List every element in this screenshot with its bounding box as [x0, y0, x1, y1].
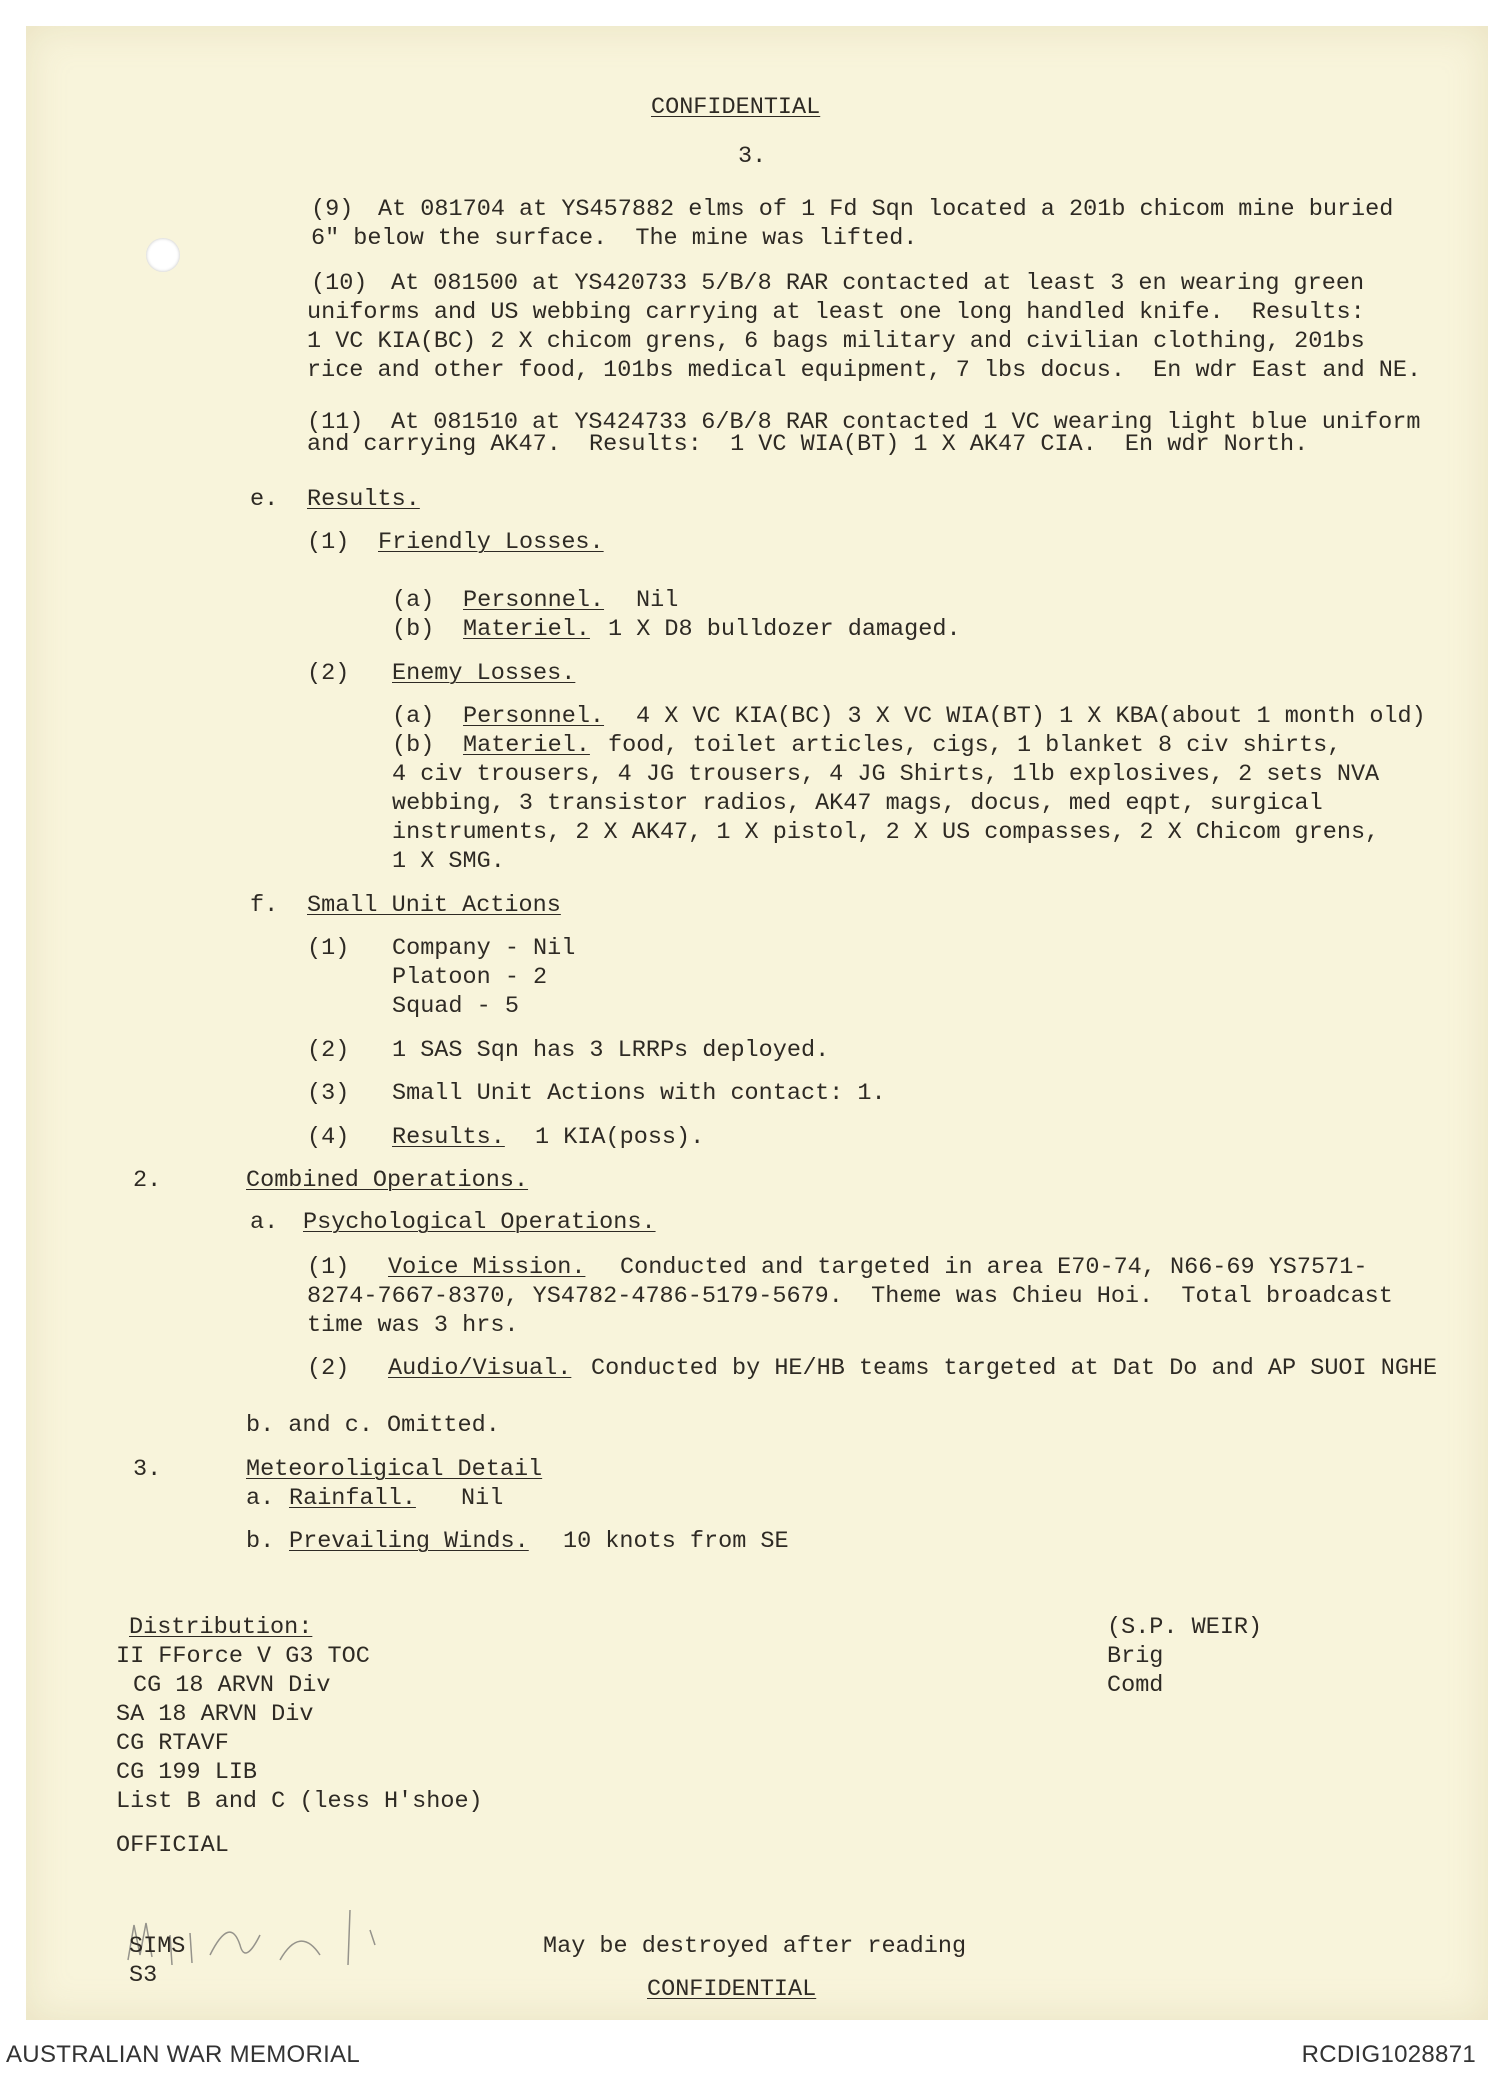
section-2-title: Combined Operations.: [246, 1167, 529, 1194]
item-10-line1: At 081500 at YS420733 5/B/8 RAR contacted at least 3 en wearing green: [391, 270, 1365, 297]
distribution-title: Distribution:: [129, 1614, 313, 1641]
enemy-materiel-line4: instruments, 2 X AK47, 1 X pistol, 2 X US compasses, 2 X Chicom grens,: [392, 819, 1380, 846]
sua-results-text: 1 KIA(poss).: [535, 1124, 705, 1151]
archive-id: RCDIG1028871: [1301, 2041, 1476, 2068]
audio-visual-label: Audio/Visual.: [388, 1355, 572, 1382]
distribution-item: SA 18 ARVN Div: [116, 1701, 314, 1728]
sua-company: Company - Nil: [392, 935, 576, 962]
sua-item3-number: (3): [307, 1080, 350, 1107]
sua-item4-number: (4): [307, 1124, 350, 1151]
sims-label: SIMS: [129, 1933, 186, 1960]
psyops-title: Psychological Operations.: [303, 1209, 656, 1236]
item-11-line1: At 081510 at YS424733 6/B/8 RAR contacted 1 VC wearing light blue uniform: [391, 409, 1421, 436]
enemy-materiel-label: Materiel.: [463, 732, 590, 759]
voice-mission-text: Conducted and targeted in area E70-74, N66-69 YS7571-: [620, 1254, 1368, 1281]
friendly-materiel-text: 1 X D8 bulldozer damaged.: [608, 616, 961, 643]
item-10-line4: rice and other food, 101bs medical equipment, 7 lbs docus. En wdr East and NE.: [307, 357, 1422, 384]
item-11-number: (11): [307, 409, 364, 436]
friendly-personnel-text: Nil: [636, 587, 679, 614]
enemy-personnel-number: (a): [392, 703, 435, 730]
enemy-losses-number: (2): [307, 660, 350, 687]
distribution-item: CG 18 ARVN Div: [133, 1672, 331, 1699]
section-3-number: 3.: [133, 1456, 162, 1483]
s3-label: S3: [129, 1962, 158, 1989]
distribution-item: List B and C (less H'shoe): [116, 1788, 483, 1815]
enemy-materiel-text: food, toilet articles, cigs, 1 blanket 8 civ shirts,: [608, 732, 1342, 759]
winds-label: Prevailing Winds.: [289, 1528, 529, 1555]
rainfall-text: Nil: [461, 1485, 504, 1512]
archive-label: AUSTRALIAN WAR MEMORIAL: [6, 2041, 361, 2068]
friendly-personnel-number: (a): [392, 587, 435, 614]
winds-text: 10 knots from SE: [563, 1528, 789, 1555]
item-9-line1: At 081704 at YS457882 elms of 1 Fd Sqn located a 201b chicom mine buried: [378, 196, 1394, 223]
sua-item1-number: (1): [307, 935, 350, 962]
item-10-line2: uniforms and US webbing carrying at least one long handled knife. Results:: [307, 299, 1365, 326]
para-f-letter: f.: [250, 892, 279, 919]
enemy-losses-title: Enemy Losses.: [392, 660, 576, 687]
distribution-item: CG 199 LIB: [116, 1759, 258, 1786]
sua-results-label: Results.: [392, 1124, 505, 1151]
winds-letter: b.: [246, 1528, 275, 1555]
rainfall-label: Rainfall.: [289, 1485, 416, 1512]
page-number: 3.: [738, 143, 767, 170]
friendly-materiel-number: (b): [392, 616, 435, 643]
sua-item2-number: (2): [307, 1037, 350, 1064]
official-label: OFFICIAL: [116, 1832, 229, 1859]
distribution-item: CG RTAVF: [116, 1730, 229, 1757]
item-10-number: (10): [311, 270, 368, 297]
psyops-letter: a.: [250, 1209, 279, 1236]
sua-item3-text: Small Unit Actions with contact: 1.: [392, 1080, 886, 1107]
friendly-losses-title: Friendly Losses.: [378, 529, 604, 556]
enemy-materiel-line2: 4 civ trousers, 4 JG trousers, 4 JG Shirts, 1lb explosives, 2 sets NVA: [392, 761, 1380, 788]
enemy-personnel-label: Personnel.: [463, 703, 605, 730]
enemy-materiel-line5: 1 X SMG.: [392, 848, 505, 875]
para-f-title: Small Unit Actions: [307, 892, 561, 919]
enemy-materiel-number: (b): [392, 732, 435, 759]
voice-mission-label: Voice Mission.: [388, 1254, 586, 1281]
signatory-rank: Brig: [1107, 1643, 1164, 1670]
section-3-title: Meteoroligical Detail: [246, 1456, 543, 1483]
audio-visual-text: Conducted by HE/HB teams targeted at Dat Do and AP SUOI NGHE: [591, 1355, 1438, 1382]
item-9-line2: 6" below the surface. The mine was lifted.: [311, 225, 918, 252]
item-10-line3: 1 VC KIA(BC) 2 X chicom grens, 6 bags military and civilian clothing, 201bs: [307, 328, 1365, 355]
audio-visual-number: (2): [307, 1355, 350, 1382]
enemy-materiel-line3: webbing, 3 transistor radios, AK47 mags, docus, med eqpt, surgical: [392, 790, 1323, 817]
friendly-losses-number: (1): [307, 529, 350, 556]
sua-squad: Squad - 5: [392, 993, 519, 1020]
distribution-item: II FForce V G3 TOC: [116, 1643, 370, 1670]
voice-mission-number: (1): [307, 1254, 350, 1281]
friendly-personnel-label: Personnel.: [463, 587, 605, 614]
footer-classification: CONFIDENTIAL: [647, 1976, 817, 2003]
signatory-role: Comd: [1107, 1672, 1164, 1699]
signatory-name: (S.P. WEIR): [1107, 1614, 1263, 1641]
destroy-note: May be destroyed after reading: [543, 1933, 967, 1960]
punch-hole: [146, 238, 180, 272]
para-e-letter: e.: [250, 486, 279, 513]
voice-mission-line2: 8274-7667-8370, YS4782-4786-5179-5679. Theme was Chieu Hoi. Total broadcast: [307, 1283, 1393, 1310]
enemy-personnel-text: 4 X VC KIA(BC) 3 X VC WIA(BT) 1 X KBA(about 1 month old): [636, 703, 1426, 730]
voice-mission-line3: time was 3 hrs.: [307, 1312, 519, 1339]
section-2-number: 2.: [133, 1167, 162, 1194]
rainfall-letter: a.: [246, 1485, 275, 1512]
sua-platoon: Platoon - 2: [392, 964, 548, 991]
b-and-c-omitted: b. and c. Omitted.: [246, 1412, 500, 1439]
friendly-materiel-label: Materiel.: [463, 616, 590, 643]
item-9-number: (9): [311, 196, 354, 223]
sua-item2-text: 1 SAS Sqn has 3 LRRPs deployed.: [392, 1037, 830, 1064]
para-e-title: Results.: [307, 486, 420, 513]
header-classification: CONFIDENTIAL: [651, 94, 821, 121]
item-11-line2: and carrying AK47. Results: 1 VC WIA(BT) 1 X AK47 CIA. En wdr North.: [307, 431, 1309, 458]
